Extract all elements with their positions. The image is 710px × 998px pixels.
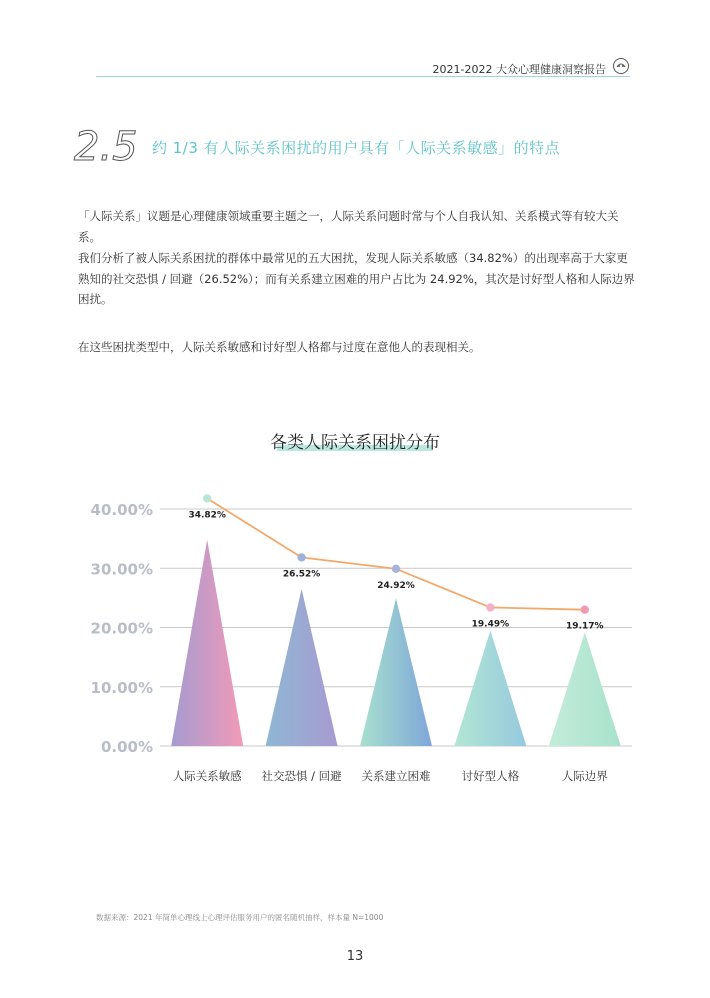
section-number-text: 2.5: [74, 124, 138, 170]
bar-triangle: [171, 540, 243, 746]
x-category-label: 人际边界: [561, 769, 608, 783]
bar-triangle: [549, 632, 621, 746]
bar-triangle: [266, 589, 338, 746]
y-tick-label: 10.00%: [90, 678, 153, 697]
y-tick-label: 30.00%: [90, 560, 153, 579]
data-point-dot: [581, 606, 589, 614]
brand-logo-icon: [612, 57, 630, 75]
header-divider: [96, 76, 630, 77]
x-category-label: 关系建立困难: [361, 769, 431, 783]
data-point-dot: [297, 553, 305, 561]
bar-triangle: [360, 598, 432, 746]
data-value-label: 19.17%: [566, 621, 604, 632]
data-point-dot: [486, 603, 494, 611]
x-category-label: 社交恐惧 / 回避: [261, 769, 342, 783]
report-title: 2021-2022 大众心理健康洞察报告: [432, 63, 606, 76]
data-value-label: 26.52%: [282, 569, 321, 580]
paragraph-2: 我们分析了被人际关系困扰的群体中最常见的五大困扰，发现人际关系敏感（34.82%）的出现率高于大家更熟知的社交恐惧 / 回避（26.52%）；而有关系建立困难的用户占比为 24.92%，其次是讨好型人格和人际边界困扰。: [78, 251, 635, 306]
bar-chart: [0, 480, 710, 810]
data-point-dot: [203, 494, 211, 502]
data-point-dot: [392, 565, 400, 573]
x-category-label: 人际关系敏感: [172, 769, 242, 783]
data-value-label: 34.82%: [188, 510, 226, 521]
trend-line: [207, 498, 585, 609]
section-number: [70, 122, 150, 172]
y-tick-label: 0.00%: [100, 738, 153, 756]
y-tick-label: 40.00%: [90, 501, 153, 519]
section-title: 约 1/3 有人际关系困扰的用户具有「人际关系敏感」的特点: [152, 139, 561, 157]
bar-triangle: [454, 631, 526, 746]
paragraph-3: 在这些困扰类型中，人际关系敏感和讨好型人格都与过度在意他人的表现相关。: [78, 340, 481, 354]
data-value-label: 19.49%: [471, 619, 510, 630]
x-category-label: 讨好型人格: [461, 769, 520, 783]
y-tick-label: 20.00%: [90, 619, 153, 638]
page-number: 13: [346, 949, 364, 964]
chart-title: 各类人际关系困扰分布: [270, 433, 440, 453]
paragraph-1: 「人际关系」议题是心理健康领域重要主题之一，人际关系问题时常与个人自我认知、关系模式等有较大关系。: [78, 209, 619, 244]
data-source-note: 数据来源：2021 年简单心理线上心理评估服务用户的匿名随机抽样，样本量 N=1000: [96, 913, 384, 922]
data-value-label: 24.92%: [377, 580, 415, 591]
